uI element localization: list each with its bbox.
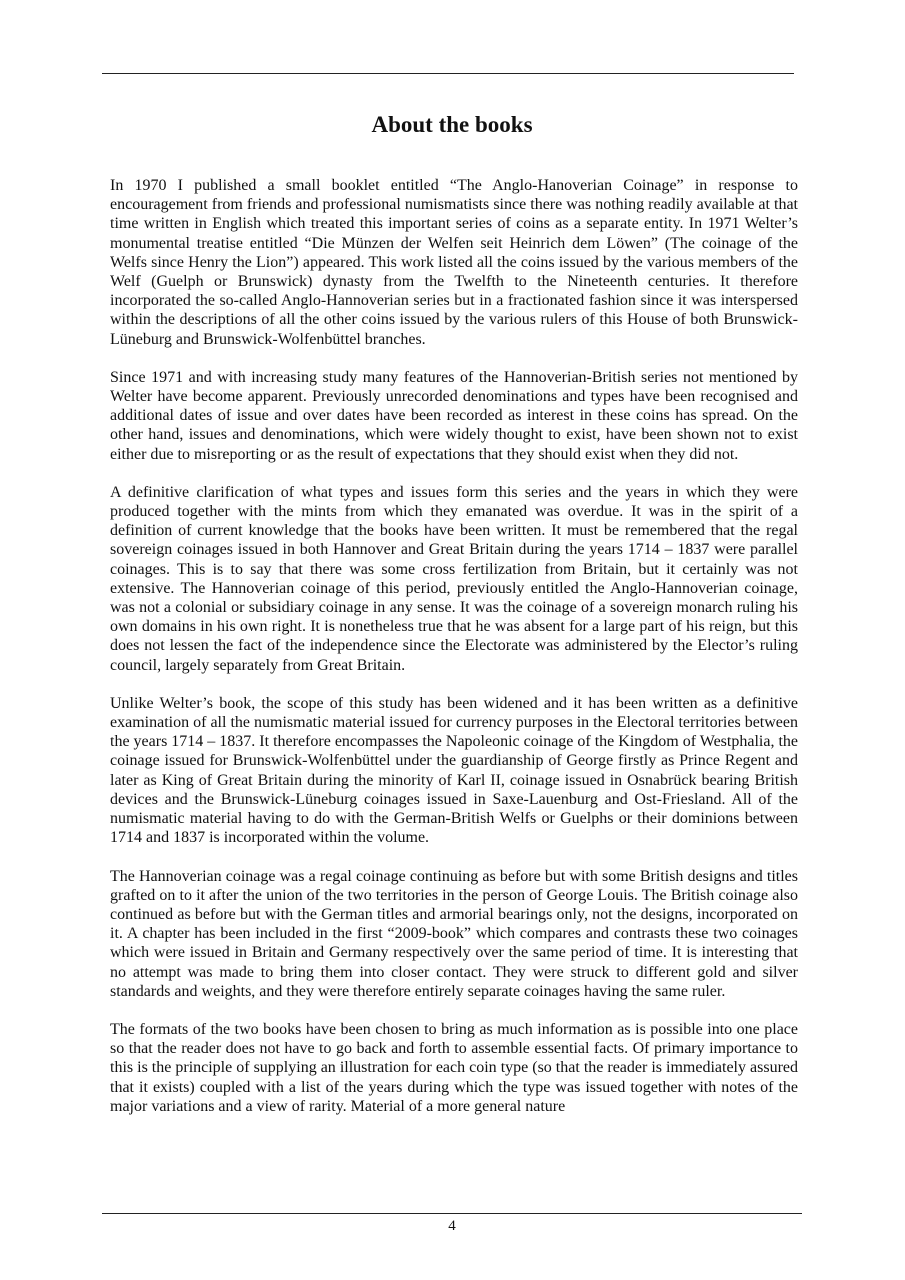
paragraph-6: The formats of the two books have been chosen to bring as much information as is possible into one place so that the reader does not have to go back and forth to assemble essential facts. Of primary importance to this is the principle of supplying an illustration for each coin type (so that the reader is immediately assured that it exists) coupled with a list of the years during which the type was issued together with notes of the major variations and a view of rarity. Material of a more general nature [110, 1020, 798, 1115]
paragraph-5: The Hannoverian coinage was a regal coinage continuing as before but with some British designs and titles grafted on to it after the union of the two territories in the person of George Louis. The British coinage also continued as before but with the German titles and armorial bearings only, not the designs, incorporated on it. A chapter has been included in the first “2009-book” which compares and contrasts these two coinages which were issued in Britain and Germany respectively over the same period of time. It is interesting that no attempt was made to bring them into closer contact. They were struck to different gold and silver standards and weights, and they were therefore entirely separate coinages having the same ruler. [110, 867, 798, 1000]
page-number: 4 [448, 1218, 456, 1234]
paragraph-2: Since 1971 and with increasing study many features of the Hannoverian-British series not mentioned by Welter have become apparent. Previously unrecorded denominations and types have been recognised and additional dates of issue and over dates have been recorded as interest in these coins has spread. On the other hand, issues and denominations, which were widely thought to exist, have been shown not to exist either due to misreporting or as the result of expectations that they should exist when they did not. [110, 368, 798, 463]
paragraph-4: Unlike Welter’s book, the scope of this study has been widened and it has been written as a definitive examination of all the numismatic material issued for currency purposes in the Electoral territories between the years 1714 – 1837. It therefore encompasses the Napoleonic coinage of the Kingdom of Westphalia, the coinage issued for Brunswick-Wolfenbüttel under the guardianship of George firstly as Prince Regent and later as King of Great Britain during the minority of Karl II, coinage issued in Osnabrück bearing British devices and the Brunswick-Lüneburg coinages issued in Saxe-Lauenburg and Ost-Friesland. All of the numismatic material having to do with the German-British Welfs or Guelphs or their dominions between 1714 and 1837 is incorporated within the volume. [110, 694, 798, 847]
body-text [110, 176, 798, 1135]
header-rule [102, 73, 794, 74]
paragraph-1: In 1970 I published a small booklet entitled “The Anglo-Hanoverian Coinage” in response to encouragement from friends and professional numismatists since there was nothing readily available at that time written in English which treated this important series of coins as a separate entity. In 1971 Welter’s monumental treatise entitled “Die Münzen der Welfen seit Heinrich dem Löwen” (The coinage of the Welfs since Henry the Lion”) appeared. This work listed all the coins issued by the various members of the Welf (Guelph or Brunswick) dynasty from the Twelfth to the Nineteenth centuries. It therefore incorporated the so-called Anglo-Hannoverian series but in a fractionated fashion since it was interspersed within the descriptions of all the other coins issued by the various rulers of this House of both Brunswick-Lüneburg and Brunswick-Wolfenbüttel branches. [110, 177, 798, 348]
footer-rule [102, 1213, 802, 1214]
page-title: About the books [371, 112, 533, 137]
paragraph-3: A definitive clarification of what types and issues form this series and the years in which they were produced together with the mints from which they emanated was overdue. It was in the spirit of a definition of current knowledge that the books have been written. It must be remembered that the regal sovereign coinages issued in both Hannover and Great Britain during the years 1714 – 1837 were parallel coinages. This is to say that there was some cross fertilization from Britain, but it certainly was not extensive. The Hannoverian coinage of this period, previously entitled the Anglo-Hannoverian coinage, was not a colonial or subsidiary coinage in any sense. It was the coinage of a sovereign monarch ruling his own domains in his own right. It is nonetheless true that he was absent for a large part of his reign, but this does not lessen the fact of the independence since the Electorate was administered by the Elector’s ruling council, largely separately from Great Britain. [110, 483, 798, 674]
